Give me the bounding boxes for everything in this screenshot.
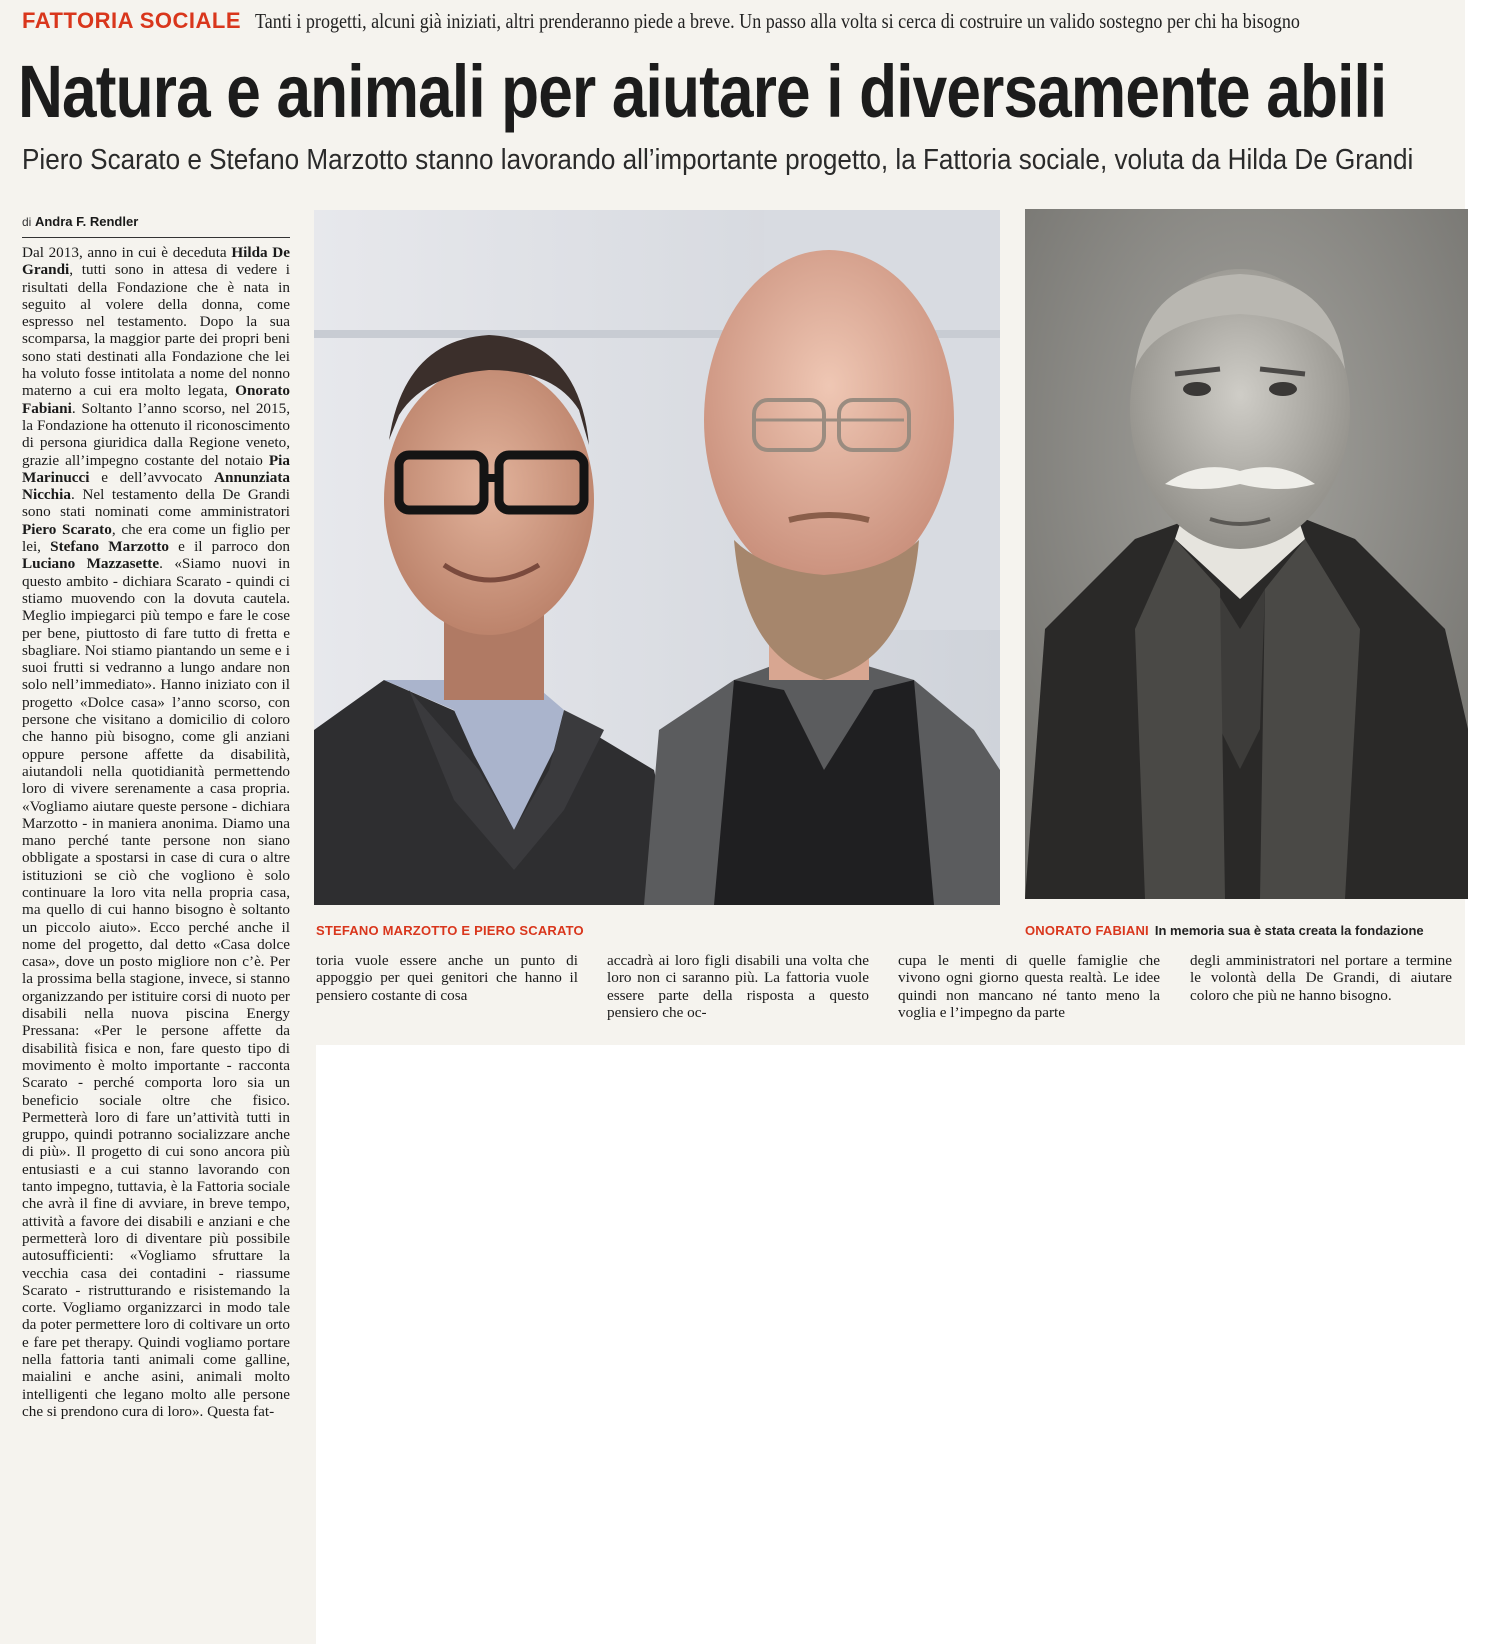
article-column-1 <box>22 244 290 1636</box>
photo-marzotto-scarato <box>314 210 1000 905</box>
kicker-summary: Tanti i progetti, alcuni già iniziati, altri prenderanno piede a breve. Un passo alla volta si cerca di costruire un valido sostegno per chi ha bisogno <box>255 9 1300 33</box>
photo1-caption-names: STEFANO MARZOTTO E PIERO SCARATO <box>316 923 584 938</box>
portrait-image <box>1025 209 1468 899</box>
article-column-3 <box>607 952 869 1038</box>
article-column-5 <box>1190 952 1452 1038</box>
photo2-caption-name: ONORATO FABIANI <box>1025 923 1149 938</box>
photo2-caption <box>1025 923 1424 938</box>
section-kicker: FATTORIA SOCIALE <box>22 8 242 33</box>
photo-two-men-image <box>314 210 1000 905</box>
byline-author: Andra F. Rendler <box>34 214 139 229</box>
article-column-2 <box>316 952 578 1038</box>
photo2-caption-text: In memoria sua è stata creata la fondazione <box>1154 923 1424 938</box>
article-column-2-text: toria vuole essere anche un punto di appoggio per quei genitori che hanno il pensiero costante di cosa <box>316 952 578 1004</box>
article-column-4 <box>898 952 1160 1038</box>
article-column-4-text: cupa le menti di quelle famiglie che vivono ogni giorno questa realtà. Le idee quindi non mancano né tanto meno la voglia e l’impegno da parte <box>898 952 1160 1021</box>
kicker-row <box>22 8 1462 44</box>
blank-area <box>316 1045 1500 1644</box>
headline: Natura e animali per aiutare i diversamente abili <box>18 50 1387 133</box>
article-column-5-text: degli amministratori nel portare a termine le volontà della De Grandi, di aiutare coloro che più ne hanno bisogno. <box>1190 952 1452 1004</box>
article-column-3-text: accadrà ai loro figli disabili una volta che loro non ci saranno più. La fattoria vuole essere parte della risposta a questo pensiero che oc- <box>607 952 869 1021</box>
subheadline: Piero Scarato e Stefano Marzotto stanno lavorando all’importante progetto, la Fattoria sociale, voluta da Hilda De Grandi <box>22 144 1414 176</box>
byline <box>22 214 290 238</box>
byline-prefix: di <box>22 215 32 229</box>
photo-onorato-fabiani <box>1025 209 1468 899</box>
photo1-caption <box>316 923 584 938</box>
article-body-text: Dal 2013, anno in cui è deceduta Hilda De Grandi, tutti sono in attesa di vedere i risultati della Fondazione che è nata in seguito al volere della donna, come espresso nel testamento. Dopo la sua scomparsa, la maggior parte dei propri beni sono stati destinati alla Fondazione che lei ha voluto fosse intitolata a nome del nonno materno a cui era molto legata, Onorato Fabiani. Soltanto l’anno scorso, nel 2015, la Fondazione ha ottenuto il riconoscimento di persona giuridica dalla Regione veneto, grazie all’impegno costante del notaio Pia Marinucci e dell’avvocato Annunziata Nicchia. Nel testamento della De Grandi sono stati nominati come amministratori Piero Scarato, che era come un figlio per lei, Stefano Marzotto e il parroco don Luciano Mazzasette. «Siamo nuovi in questo ambito - dichiara Scarato - quindi ci stiamo muovendo con la dovuta cautela. Meglio impiegarci più tempo e fare le cose per bene, piuttosto di fare tutto di fretta e sbagliare. Noi stiamo piantando un seme e i suoi frutti si vedranno a lungo andare non solo nell’immediato». Hanno iniziato con il progetto «Dolce casa» l’anno scorso, con persone che visitano a domicilio di coloro che hanno più bisogno, come gli anziani oppure persone affette da disabilità, aiutandoli nella quotidianità permettendo loro di vivere serenamente a casa propria. «Vogliamo aiutare queste persone - dichiara Marzotto - in maniera anonima. Diamo una mano perché tante persone non siano obbligate a spostarsi in case di cura o altre istituzioni se ciò che vogliono è solo continuare la loro vita nella propria casa, ma quello di cui hanno bisogno è soltanto un piccolo aiuto». Ecco perché anche il nome del progetto, dal detto «Casa dolce casa», dove un posto migliore non c’è. Per la prossima bella stagione, invece, si stanno organizzando per istituire corsi di nuoto per disabili nella nuova piscina Energy Pressana: «Per le persone affette da disabilità fisica e non, fare questo tipo di movimento è molto importante - racconta Scarato - perché comporta loro sia un beneficio sociale oltre che fisico. Permetterà loro di fare un’attività tutti in gruppo, quindi potranno socializzare anche di più». Il progetto di cui sono ancora più entusiasti e a cui stanno lavorando con tanto impegno, tuttavia, è la Fattoria sociale che avrà il fine di avviare, in breve tempo, attività a favore dei disabili e anziani e che permetterà loro di diventare più possibile autosufficienti: «Vogliamo sfruttare la vecchia casa dei contadini - riassume Scarato - ristrutturando e risistemando la corte. Vogliamo organizzarci in modo tale da poter permettere loro di coltivare un orto e fare pet therapy. Quindi vogliamo portare nella fattoria tanti animali come galline, maialini e anche asini, animali molto intelligenti che legano molto alle persone che si prendono cura di loro». Questa fat- <box>22 244 290 1420</box>
